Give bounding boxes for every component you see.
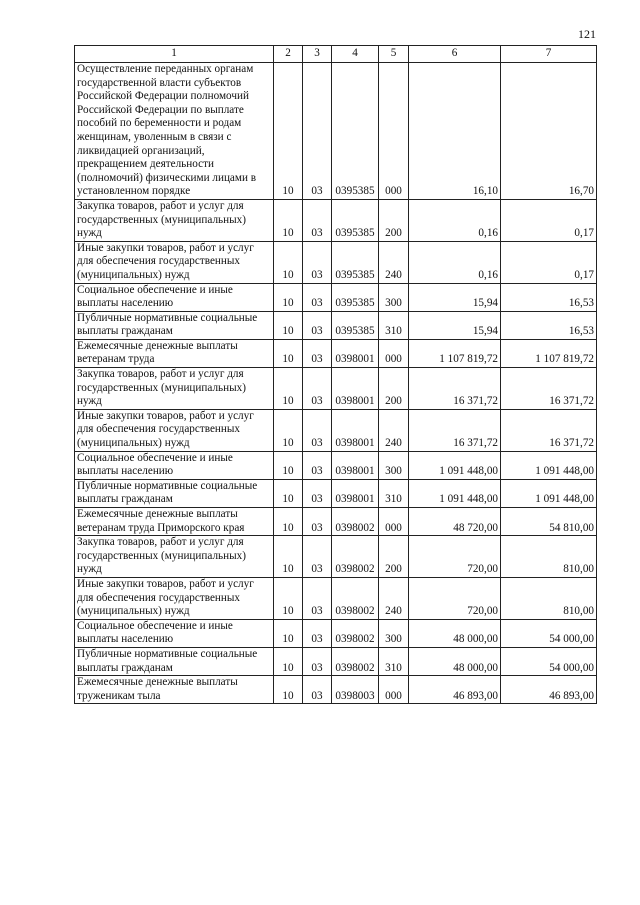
- expense-type-cell: 240: [379, 241, 409, 283]
- subsection-code-cell: 03: [303, 199, 332, 241]
- row-name-cell: Иные закупки товаров, работ и услуг для обеспечения государственных (муниципальных) нужд: [75, 241, 274, 283]
- section-code-cell: 10: [274, 339, 303, 367]
- amount-year1-cell: 16 371,72: [409, 368, 501, 410]
- subsection-code-cell: 03: [303, 63, 332, 200]
- amount-year1-cell: 48 720,00: [409, 508, 501, 536]
- expense-type-cell: 000: [379, 339, 409, 367]
- amount-year1-cell: 15,94: [409, 311, 501, 339]
- column-header: 5: [379, 46, 409, 63]
- table-row: [75, 619, 597, 647]
- row-name-cell: Публичные нормативные социальные выплаты гражданам: [75, 647, 274, 675]
- row-name-cell: Иные закупки товаров, работ и услуг для обеспечения государственных (муниципальных) нужд: [75, 577, 274, 619]
- amount-year1-cell: 0,16: [409, 241, 501, 283]
- section-code-cell: 10: [274, 647, 303, 675]
- expense-type-cell: 300: [379, 451, 409, 479]
- row-name-cell: Социальное обеспечение и иные выплаты населению: [75, 619, 274, 647]
- amount-year2-cell: 1 091 448,00: [501, 451, 597, 479]
- column-header: 7: [501, 46, 597, 63]
- subsection-code-cell: 03: [303, 311, 332, 339]
- amount-year2-cell: 54 810,00: [501, 508, 597, 536]
- table-row: [75, 508, 597, 536]
- table-header: [75, 46, 597, 63]
- amount-year2-cell: 0,17: [501, 241, 597, 283]
- amount-year2-cell: 0,17: [501, 199, 597, 241]
- column-header: 4: [332, 46, 379, 63]
- target-article-cell: 0395385: [332, 283, 379, 311]
- section-code-cell: 10: [274, 536, 303, 578]
- section-code-cell: 10: [274, 409, 303, 451]
- amount-year1-cell: 1 107 819,72: [409, 339, 501, 367]
- amount-year2-cell: 16 371,72: [501, 409, 597, 451]
- table-row: [75, 409, 597, 451]
- amount-year1-cell: 15,94: [409, 283, 501, 311]
- section-code-cell: 10: [274, 479, 303, 507]
- subsection-code-cell: 03: [303, 409, 332, 451]
- row-name-cell: Закупка товаров, работ и услуг для государственных (муниципальных) нужд: [75, 199, 274, 241]
- amount-year2-cell: 16,70: [501, 63, 597, 200]
- row-name-cell: Осуществление переданных органам государственной власти субъектов Российской Федерации полномочий Российской Федерации по выплате пособий по беременности и родам женщинам, уволенным в связи с ликвидацией организаций, прекращением деятельности (полномочий) физическими лицами в установленном порядке: [75, 63, 274, 200]
- amount-year2-cell: 16,53: [501, 311, 597, 339]
- table-row: [75, 479, 597, 507]
- subsection-code-cell: 03: [303, 241, 332, 283]
- target-article-cell: 0398002: [332, 536, 379, 578]
- section-code-cell: 10: [274, 368, 303, 410]
- row-name-cell: Социальное обеспечение и иные выплаты населению: [75, 451, 274, 479]
- row-name-cell: Публичные нормативные социальные выплаты гражданам: [75, 311, 274, 339]
- amount-year1-cell: 48 000,00: [409, 619, 501, 647]
- target-article-cell: 0398001: [332, 409, 379, 451]
- row-name-cell: Закупка товаров, работ и услуг для государственных (муниципальных) нужд: [75, 536, 274, 578]
- row-name-cell: Ежемесячные денежные выплаты ветеранам труда: [75, 339, 274, 367]
- table-row: [75, 577, 597, 619]
- table-body: [75, 63, 597, 704]
- subsection-code-cell: 03: [303, 451, 332, 479]
- table-row: [75, 63, 597, 200]
- subsection-code-cell: 03: [303, 479, 332, 507]
- section-code-cell: 10: [274, 199, 303, 241]
- section-code-cell: 10: [274, 311, 303, 339]
- expense-type-cell: 200: [379, 199, 409, 241]
- table-row: [75, 451, 597, 479]
- section-code-cell: 10: [274, 577, 303, 619]
- target-article-cell: 0395385: [332, 311, 379, 339]
- amount-year1-cell: 1 091 448,00: [409, 451, 501, 479]
- amount-year2-cell: 16,53: [501, 283, 597, 311]
- table-row: [75, 283, 597, 311]
- budget-table: [74, 45, 597, 704]
- amount-year1-cell: 48 000,00: [409, 647, 501, 675]
- expense-type-cell: 200: [379, 536, 409, 578]
- section-code-cell: 10: [274, 619, 303, 647]
- amount-year1-cell: 16,10: [409, 63, 501, 200]
- section-code-cell: 10: [274, 63, 303, 200]
- target-article-cell: 0398001: [332, 339, 379, 367]
- column-header: 2: [274, 46, 303, 63]
- table-row: [75, 368, 597, 410]
- expense-type-cell: 240: [379, 577, 409, 619]
- expense-type-cell: 300: [379, 619, 409, 647]
- column-header: 1: [75, 46, 274, 63]
- table-row: [75, 311, 597, 339]
- amount-year2-cell: 810,00: [501, 577, 597, 619]
- target-article-cell: 0395385: [332, 199, 379, 241]
- table-row: [75, 241, 597, 283]
- expense-type-cell: 310: [379, 647, 409, 675]
- expense-type-cell: 310: [379, 479, 409, 507]
- subsection-code-cell: 03: [303, 508, 332, 536]
- subsection-code-cell: 03: [303, 339, 332, 367]
- section-code-cell: 10: [274, 283, 303, 311]
- section-code-cell: 10: [274, 676, 303, 704]
- target-article-cell: 0398003: [332, 676, 379, 704]
- table-row: [75, 676, 597, 704]
- header-row: [75, 46, 597, 63]
- subsection-code-cell: 03: [303, 283, 332, 311]
- row-name-cell: Публичные нормативные социальные выплаты гражданам: [75, 479, 274, 507]
- expense-type-cell: 000: [379, 676, 409, 704]
- amount-year1-cell: 16 371,72: [409, 409, 501, 451]
- amount-year1-cell: 720,00: [409, 577, 501, 619]
- subsection-code-cell: 03: [303, 647, 332, 675]
- column-header: 3: [303, 46, 332, 63]
- target-article-cell: 0398001: [332, 479, 379, 507]
- target-article-cell: 0398002: [332, 619, 379, 647]
- target-article-cell: 0395385: [332, 241, 379, 283]
- subsection-code-cell: 03: [303, 368, 332, 410]
- row-name-cell: Ежемесячные денежные выплаты труженикам тыла: [75, 676, 274, 704]
- amount-year1-cell: 720,00: [409, 536, 501, 578]
- expense-type-cell: 000: [379, 508, 409, 536]
- expense-type-cell: 310: [379, 311, 409, 339]
- expense-type-cell: 300: [379, 283, 409, 311]
- amount-year1-cell: 46 893,00: [409, 676, 501, 704]
- target-article-cell: 0398002: [332, 508, 379, 536]
- subsection-code-cell: 03: [303, 577, 332, 619]
- amount-year2-cell: 46 893,00: [501, 676, 597, 704]
- row-name-cell: Закупка товаров, работ и услуг для государственных (муниципальных) нужд: [75, 368, 274, 410]
- amount-year2-cell: 16 371,72: [501, 368, 597, 410]
- table-row: [75, 339, 597, 367]
- row-name-cell: Социальное обеспечение и иные выплаты населению: [75, 283, 274, 311]
- section-code-cell: 10: [274, 241, 303, 283]
- subsection-code-cell: 03: [303, 676, 332, 704]
- amount-year2-cell: 54 000,00: [501, 619, 597, 647]
- section-code-cell: 10: [274, 451, 303, 479]
- expense-type-cell: 000: [379, 63, 409, 200]
- page-number: 121: [578, 27, 596, 41]
- target-article-cell: 0398001: [332, 451, 379, 479]
- target-article-cell: 0398002: [332, 577, 379, 619]
- expense-type-cell: 200: [379, 368, 409, 410]
- table-row: [75, 647, 597, 675]
- target-article-cell: 0398001: [332, 368, 379, 410]
- amount-year2-cell: 54 000,00: [501, 647, 597, 675]
- target-article-cell: 0395385: [332, 63, 379, 200]
- table-row: [75, 536, 597, 578]
- target-article-cell: 0398002: [332, 647, 379, 675]
- subsection-code-cell: 03: [303, 619, 332, 647]
- amount-year1-cell: 0,16: [409, 199, 501, 241]
- subsection-code-cell: 03: [303, 536, 332, 578]
- expense-type-cell: 240: [379, 409, 409, 451]
- amount-year2-cell: 1 107 819,72: [501, 339, 597, 367]
- row-name-cell: Иные закупки товаров, работ и услуг для обеспечения государственных (муниципальных) нужд: [75, 409, 274, 451]
- column-header: 6: [409, 46, 501, 63]
- row-name-cell: Ежемесячные денежные выплаты ветеранам труда Приморского края: [75, 508, 274, 536]
- amount-year1-cell: 1 091 448,00: [409, 479, 501, 507]
- amount-year2-cell: 1 091 448,00: [501, 479, 597, 507]
- section-code-cell: 10: [274, 508, 303, 536]
- table-row: [75, 199, 597, 241]
- amount-year2-cell: 810,00: [501, 536, 597, 578]
